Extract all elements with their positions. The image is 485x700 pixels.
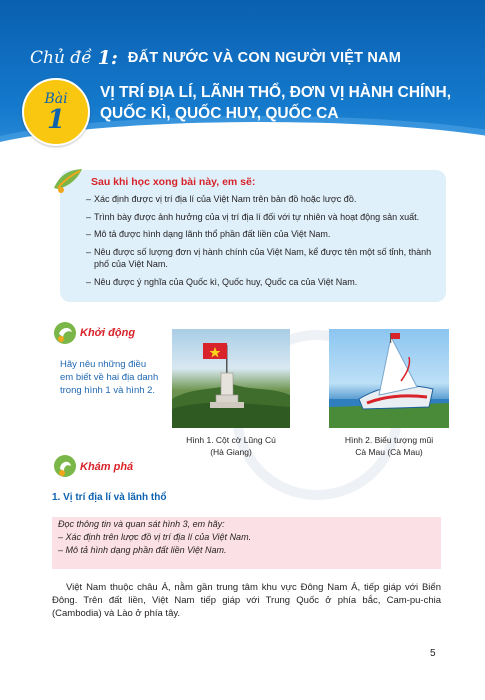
lesson-title xyxy=(100,82,470,124)
task-line: – Mô tả hình dạng phần đất liền Việt Nam. xyxy=(58,545,227,555)
objective-item: – Trình bày được ảnh hưởng của vị trí địa lí đối với tự nhiên và hoạt động sản xuất. xyxy=(86,211,438,224)
objective-item: – Nêu được số lượng đơn vị hành chính của Việt Nam, kể được tên một số tỉnh, thành phố của Việt Nam. xyxy=(86,246,438,271)
figure-1-caption-line: Hình 1. Cột cờ Lũng Cú xyxy=(186,435,276,445)
section-heading: 1. Vị trí địa lí và lãnh thổ xyxy=(52,492,167,503)
objectives-heading: Sau khi học xong bài này, em sẽ: xyxy=(91,176,256,188)
lesson-title-line-2: QUỐC KÌ, QUỐC HUY, QUỐC CA xyxy=(100,105,339,122)
task-box xyxy=(52,517,441,569)
ca-mau-illustration xyxy=(329,329,449,428)
leaf-pen-icon xyxy=(52,166,86,194)
lesson-badge xyxy=(22,78,90,146)
photo-lung-cu-flag-tower xyxy=(172,329,290,428)
lesson-number: 1 xyxy=(46,104,66,135)
warmup-swirl-icon xyxy=(52,320,78,346)
figure-2-caption-line: Cà Mau (Cà Mau) xyxy=(355,447,423,457)
task-line: Đọc thông tin và quan sát hình 3, em hãy: xyxy=(58,519,225,529)
objective-item: – Xác định được vị trí địa lí của Việt Nam trên bản đồ hoặc lược đồ. xyxy=(86,193,438,206)
objectives-list xyxy=(86,193,438,293)
task-line: – Xác định trên lược đồ vị trí địa lí của Việt Nam. xyxy=(58,532,252,542)
lesson-word: Bài xyxy=(44,90,68,107)
page-number: 5 xyxy=(430,648,436,659)
topic-label: Chủ đề xyxy=(30,48,92,68)
body-paragraph: Việt Nam thuộc châu Á, nằm gần trung tâm khu vực Đông Nam Á, tiếp giáp với Biển Đông. Trên đất liền, Việt Nam tiếp giáp với Trung Quốc ở phía bắc, Cam-pu-chia (Cambodia) và Lào ở phía tây. xyxy=(52,582,441,619)
warmup-prompt: Hãy nêu những điều em biết về hai địa danh trong hình 1 và hình 2. xyxy=(60,359,159,396)
figure-1-caption-line: (Hà Giang) xyxy=(210,447,252,457)
topic-title: ĐẤT NƯỚC VÀ CON NGƯỜI VIỆT NAM xyxy=(127,50,401,66)
explore-swirl-icon xyxy=(52,453,78,479)
topic-number: 1: xyxy=(97,47,118,69)
lesson-title-line-1: VỊ TRÍ ĐỊA LÍ, LÃNH THỔ, ĐƠN VỊ HÀNH CHÍNH, xyxy=(100,84,452,101)
flag-tower-illustration xyxy=(172,329,290,428)
photo-ca-mau-symbol xyxy=(329,329,449,428)
warmup-title: Khởi động xyxy=(80,327,136,339)
objective-item: – Nêu được ý nghĩa của Quốc kì, Quốc huy, Quốc ca của Việt Nam. xyxy=(86,276,438,289)
figure-1-caption xyxy=(172,434,290,458)
explore-title: Khám phá xyxy=(80,461,134,473)
figure-2-caption xyxy=(329,434,449,458)
figure-2-caption-line: Hình 2. Biểu tượng mũi xyxy=(344,435,434,445)
objective-item: – Mô tả được hình dạng lãnh thổ phần đất liền của Việt Nam. xyxy=(86,228,438,241)
topic-line xyxy=(30,46,470,70)
